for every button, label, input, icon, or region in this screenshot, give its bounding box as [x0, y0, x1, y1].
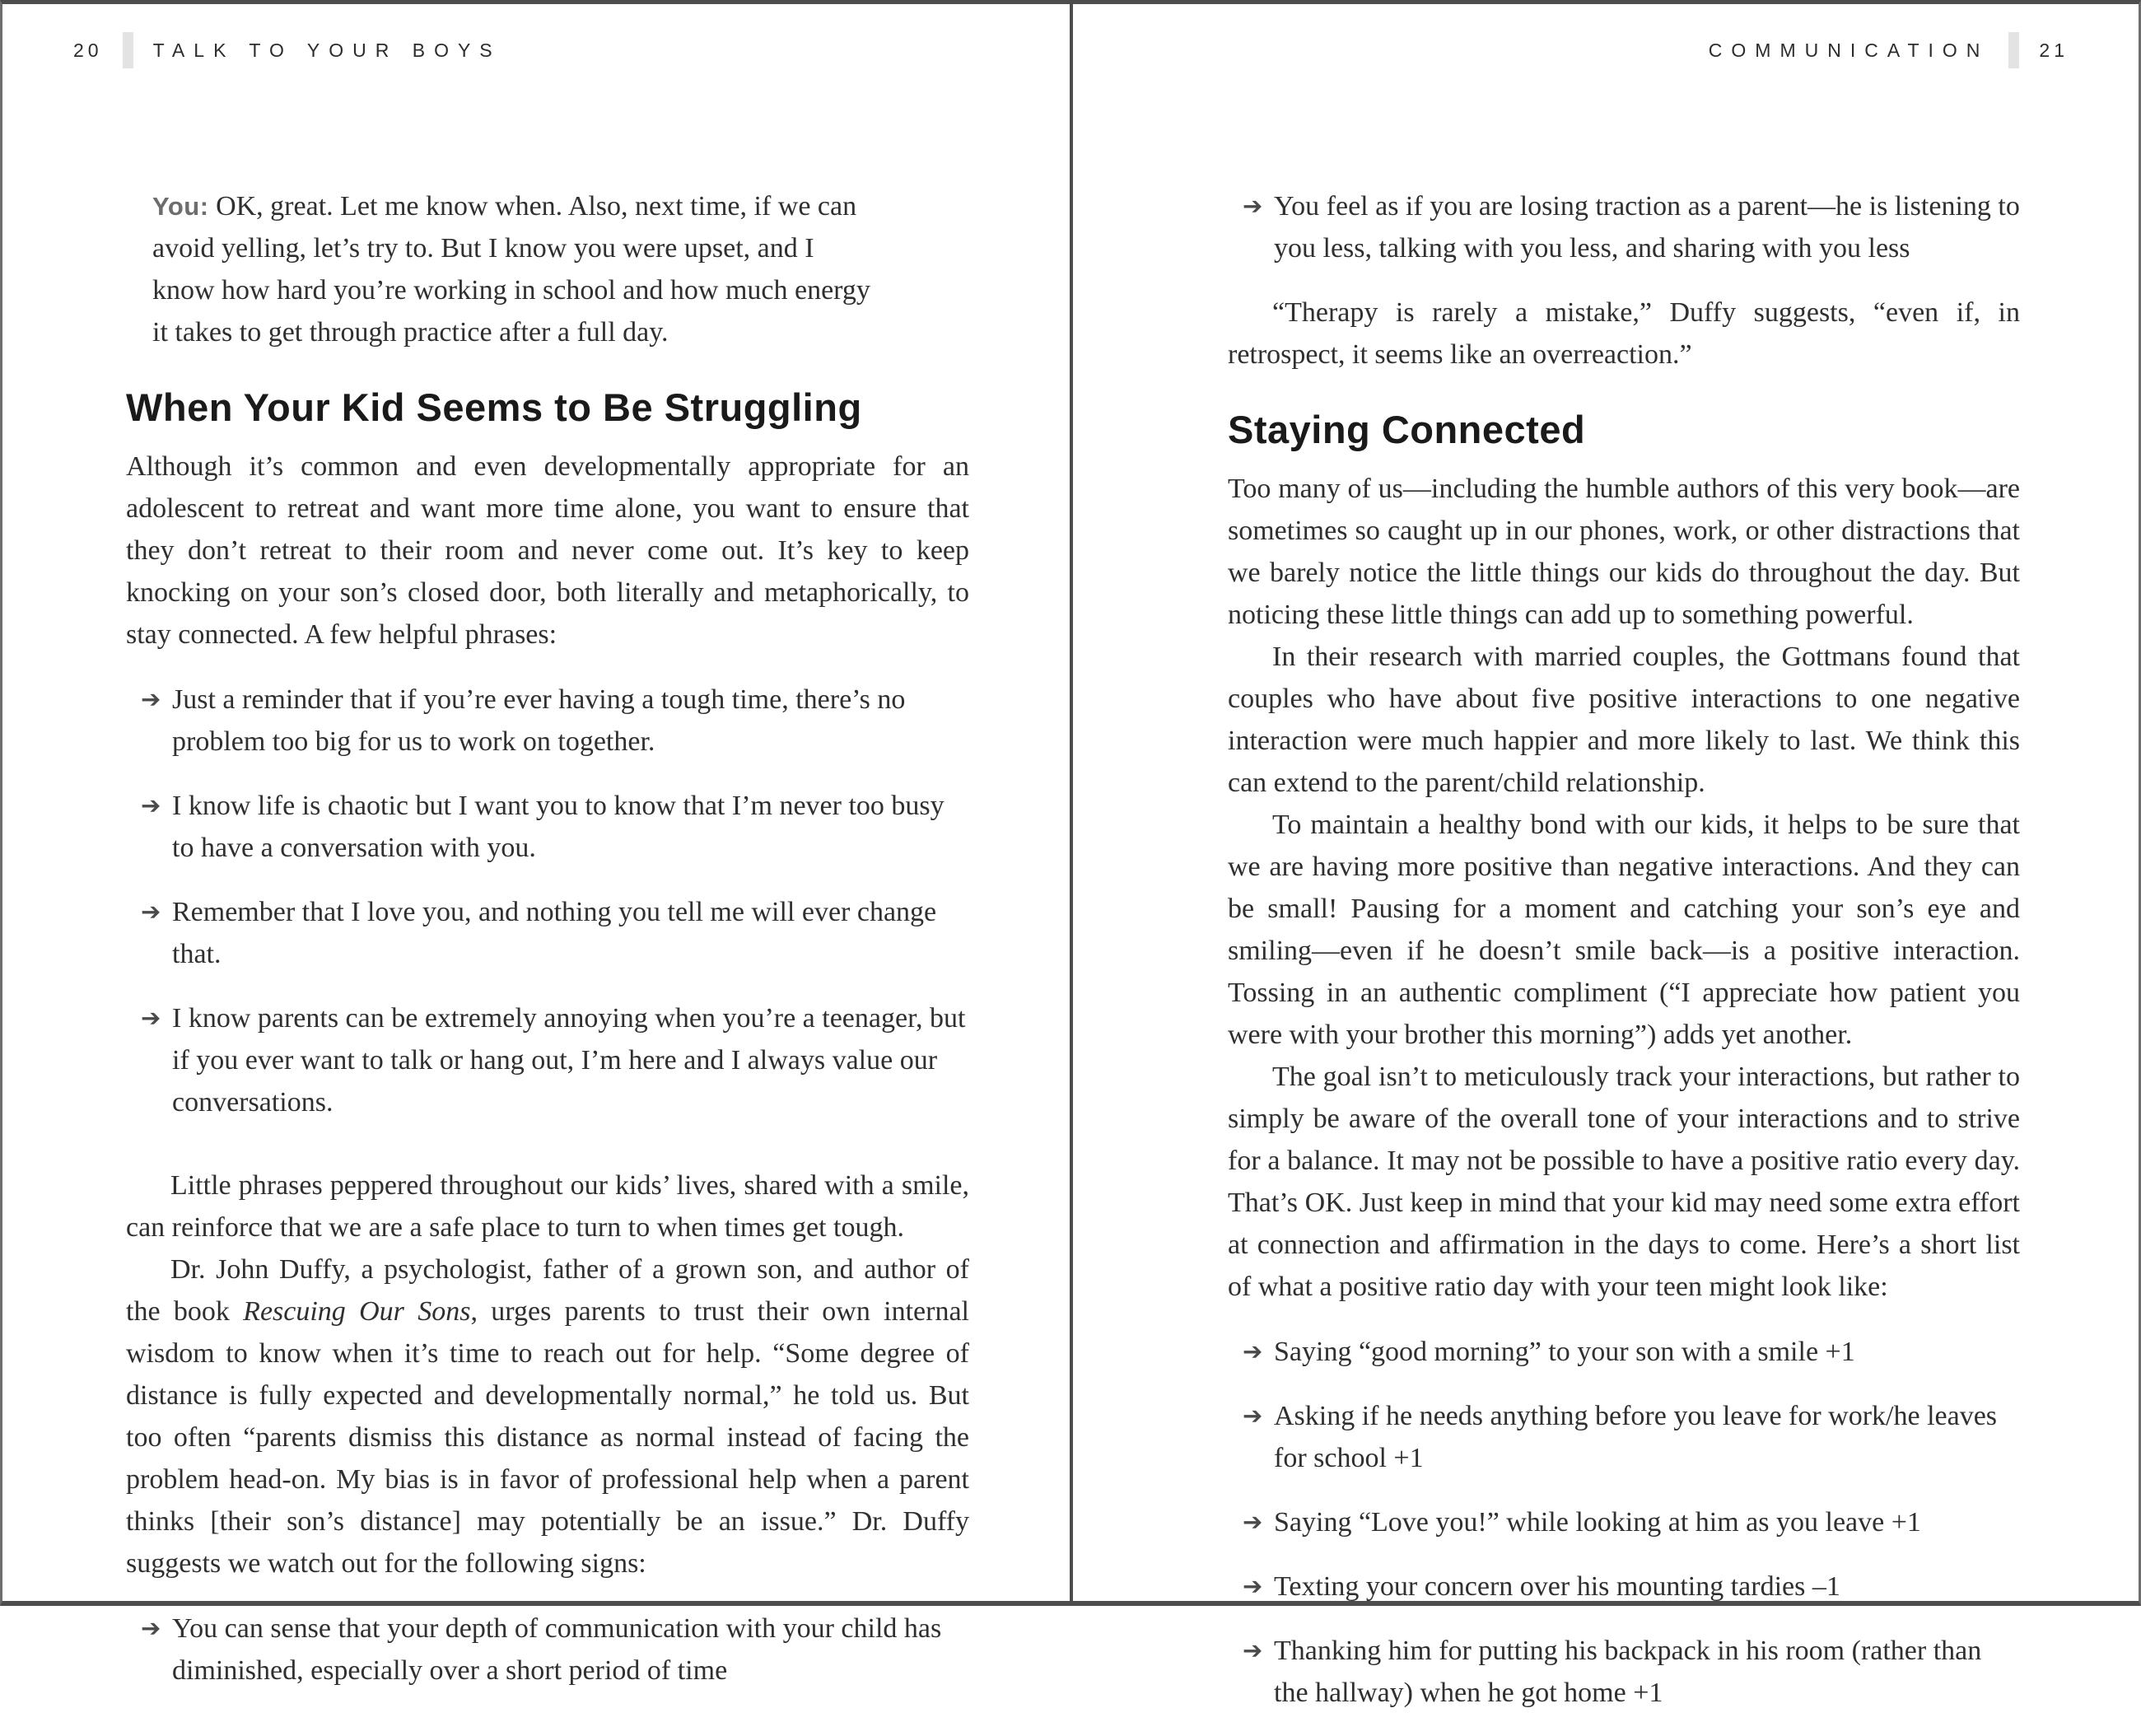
list-item	[126, 679, 969, 763]
therapy-quote-paragraph: “Therapy is rarely a mistake,” Duffy suggests, “even if, in retrospect, it seems like an overreaction.”	[1228, 297, 2020, 370]
arrow-bullet-icon: ➔	[141, 791, 161, 819]
list-item-text: Texting your concern over his mounting tardies –1	[1274, 1571, 1840, 1602]
positive-ratio-list	[1228, 1331, 2020, 1714]
list-item	[1228, 1630, 2020, 1714]
list-item	[1228, 1331, 2020, 1373]
list-item-text: I know life is chaotic but I want you to know that I’m never too busy to have a conversation with you.	[172, 791, 945, 863]
healthy-bond-paragraph: To maintain a healthy bond with our kids, it helps to be sure that we are having more positive than negative interactions. And they can be small! Pausing for a moment and catching your son’s eye and smiling—even if he doesn’t smile back—is a positive interaction. Tossing in an authentic compliment (“I appreciate how patient you were with your brother this morning”) adds yet another.	[1228, 810, 2020, 1050]
list-item-text: Remember that I love you, and nothing you tell me will ever change that.	[172, 897, 937, 969]
arrow-bullet-icon: ➔	[1243, 1636, 1263, 1664]
list-item	[126, 785, 969, 869]
arrow-bullet-icon: ➔	[1243, 1337, 1263, 1365]
right-running-head-title: COMMUNICATION	[1708, 39, 1989, 61]
list-item-text: Just a reminder that if you’re ever having a tough time, there’s no problem too big for us to work on together.	[172, 684, 906, 757]
dialogue-text: OK, great. Let me know when. Also, next time, if we can avoid yelling, let’s try to. But I know you were upset, and I know how hard you’re working in school and how much energy it takes to get through practice after a full day.	[152, 191, 870, 348]
list-item	[126, 891, 969, 975]
list-item-text: Saying “Love you!” while looking at him as you leave +1	[1274, 1507, 1921, 1538]
staying-connected-paragraph: Too many of us—including the humble authors of this very book—are sometimes so caught up in our phones, work, or other distractions that we barely notice the little things our kids do throughout the day. But noticing these little things can add up to something powerful.	[1228, 474, 2020, 630]
list-item-text: Saying “good morning” to your son with a smile +1	[1274, 1337, 1855, 1367]
list-item	[1228, 1395, 2020, 1479]
list-item	[1228, 185, 2020, 269]
list-item-text: You can sense that your depth of communication with your child has diminished, especially over a short period of time	[172, 1613, 942, 1686]
warning-signs-list-continued	[1228, 185, 2020, 269]
arrow-bullet-icon: ➔	[141, 898, 161, 926]
warning-signs-list	[126, 1608, 969, 1692]
section-heading-struggling: When Your Kid Seems to Be Struggling	[126, 385, 862, 429]
helpful-phrases-list	[126, 679, 969, 1123]
list-item	[1228, 1501, 2020, 1543]
right-page-number: 21	[2039, 39, 2069, 61]
list-item	[126, 1608, 969, 1692]
list-item-text: Thanking him for putting his backpack in his room (rather than the hallway) when he got home +1	[1274, 1636, 1982, 1708]
book-title-italic: Rescuing Our Sons	[243, 1296, 471, 1327]
right-page	[1073, 4, 2141, 1708]
arrow-bullet-icon: ➔	[1243, 192, 1263, 220]
list-item-text: You feel as if you are losing traction as a parent—he is listening to you less, talking with you less, and sharing with you less	[1274, 191, 2020, 264]
header-divider-bar	[123, 32, 133, 68]
left-running-head	[73, 32, 501, 68]
left-page-number: 20	[73, 39, 103, 61]
duffy-paragraph-text: Dr. John Duffy, a psychologist, father of a grown son, and author of the book	[126, 1254, 969, 1327]
arrow-bullet-icon: ➔	[141, 1004, 161, 1032]
goal-paragraph: The goal isn’t to meticulously track your interactions, but rather to simply be aware of the overall tone of your interactions and to strive for a balance. It may not be possible to have a positive ratio every day. That’s OK. Just keep in mind that your kid may need some extra effort at connection and affirmation in the days to come. Here’s a short list of what a positive ratio day with your teen might look like:	[1228, 1062, 2020, 1302]
intro-paragraph: Although it’s common and even developmentally appropriate for an adolescent to retreat and want more time alone, you want to ensure that they don’t retreat to their room and never come out. It’s key to keep knocking on your son’s closed door, both literally and metaphorically, to stay connected. A few helpful phrases:	[126, 451, 969, 650]
list-item	[1228, 1566, 2020, 1608]
arrow-bullet-icon: ➔	[1243, 1572, 1263, 1600]
arrow-bullet-icon: ➔	[141, 685, 161, 713]
right-running-head	[1709, 32, 2069, 68]
list-item-text: Asking if he needs anything before you leave for work/he leaves for school +1	[1274, 1401, 1998, 1473]
duffy-paragraph-text: , urges parents to trust their own internal wisdom to know when it’s time to reach out for help. “Some degree of distance is fully expected and developmentally normal,” he told us. But too often “parents dismiss this distance as normal instead of facing the problem head-on. My bias is in favor of professional help when a parent thinks [their son’s distance] may potentially be an issue.” Dr. Duffy suggests we watch out for the following signs:	[126, 1296, 969, 1579]
arrow-bullet-icon: ➔	[1243, 1508, 1263, 1536]
section-heading-staying-connected: Staying Connected	[1228, 408, 1586, 451]
list-item-text: I know parents can be extremely annoying when you’re a teenager, but if you ever want to talk or hang out, I’m here and I always value our conversations.	[172, 1003, 966, 1118]
little-phrases-paragraph: Little phrases peppered throughout our kids’ lives, shared with a smile, can reinforce that we are a safe place to turn to when times get tough.	[126, 1170, 969, 1243]
right-page-content	[1228, 185, 2020, 1736]
left-page-content	[126, 185, 969, 1714]
duffy-paragraph	[126, 1248, 969, 1584]
left-page	[2, 4, 1070, 1686]
gottmans-research-paragraph: In their research with married couples, the Gottmans found that couples who have about five positive interactions to one negative interaction were much happier and more likely to last. We think this can extend to the parent/child relationship.	[1228, 642, 2020, 798]
header-divider-bar	[2008, 32, 2019, 68]
list-item	[126, 997, 969, 1123]
arrow-bullet-icon: ➔	[141, 1614, 161, 1642]
dialogue-paragraph	[152, 185, 879, 353]
arrow-bullet-icon: ➔	[1243, 1402, 1263, 1430]
dialogue-speaker-label: You:	[152, 192, 209, 221]
left-running-head-title: TALK TO YOUR BOYS	[152, 39, 501, 61]
